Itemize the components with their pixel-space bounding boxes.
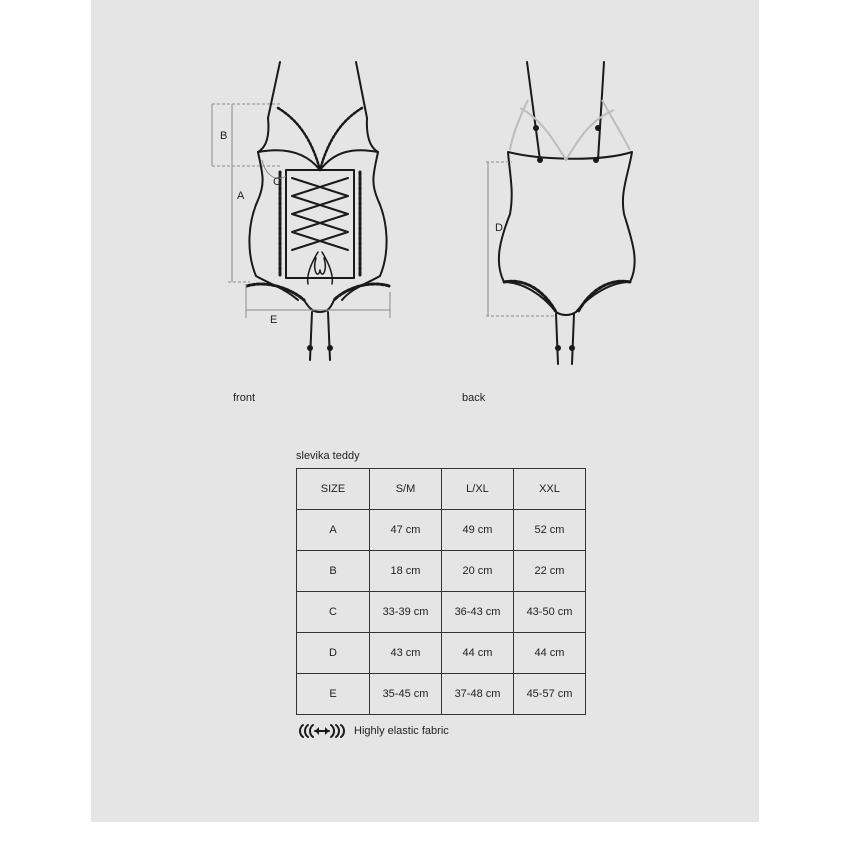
table-cell: 22 cm bbox=[514, 551, 586, 592]
table-row bbox=[297, 674, 586, 715]
front-garter-left bbox=[310, 312, 312, 360]
elastic-fabric-icon bbox=[297, 722, 347, 740]
table-cell: E bbox=[297, 674, 370, 715]
table-cell: D bbox=[297, 633, 370, 674]
table-row bbox=[297, 592, 586, 633]
table-cell: B bbox=[297, 551, 370, 592]
table-cell: 43 cm bbox=[370, 633, 442, 674]
size-table-header-row bbox=[297, 469, 586, 510]
table-cell: 35-45 cm bbox=[370, 674, 442, 715]
header-cell: S/M bbox=[370, 469, 442, 510]
front-garment-illustration bbox=[247, 62, 389, 360]
measure-label-b: B bbox=[220, 130, 228, 142]
product-title: slevika teddy bbox=[296, 450, 360, 462]
table-cell: 18 cm bbox=[370, 551, 442, 592]
size-table bbox=[296, 468, 586, 715]
table-cell: 47 cm bbox=[370, 510, 442, 551]
table-cell: 33-39 cm bbox=[370, 592, 442, 633]
measure-label-a: A bbox=[237, 190, 245, 202]
table-row bbox=[297, 633, 586, 674]
back-dimension-lines bbox=[486, 162, 556, 316]
elastic-fabric-label: Highly elastic fabric bbox=[354, 725, 449, 737]
back-body-outline bbox=[499, 152, 635, 315]
table-cell: A bbox=[297, 510, 370, 551]
table-row bbox=[297, 510, 586, 551]
back-view-label: back bbox=[462, 392, 486, 404]
table-cell: 37-48 cm bbox=[442, 674, 514, 715]
header-cell: L/XL bbox=[442, 469, 514, 510]
front-lacing bbox=[292, 178, 348, 250]
front-left-strap bbox=[268, 62, 280, 118]
table-cell: C bbox=[297, 592, 370, 633]
table-cell: 49 cm bbox=[442, 510, 514, 551]
garment-diagram bbox=[0, 0, 850, 420]
measure-label-d: D bbox=[495, 222, 503, 234]
table-cell: 44 cm bbox=[514, 633, 586, 674]
header-cell: SIZE bbox=[297, 469, 370, 510]
measure-label-e: E bbox=[270, 314, 278, 326]
table-cell: 36-43 cm bbox=[442, 592, 514, 633]
table-cell: 44 cm bbox=[442, 633, 514, 674]
table-cell: 20 cm bbox=[442, 551, 514, 592]
back-garment-illustration bbox=[499, 62, 635, 364]
table-cell: 45-57 cm bbox=[514, 674, 586, 715]
front-view-label: front bbox=[233, 392, 256, 404]
measure-label-c: C bbox=[273, 176, 281, 188]
header-cell: XXL bbox=[514, 469, 586, 510]
table-cell: 43-50 cm bbox=[514, 592, 586, 633]
table-cell: 52 cm bbox=[514, 510, 586, 551]
table-row bbox=[297, 551, 586, 592]
